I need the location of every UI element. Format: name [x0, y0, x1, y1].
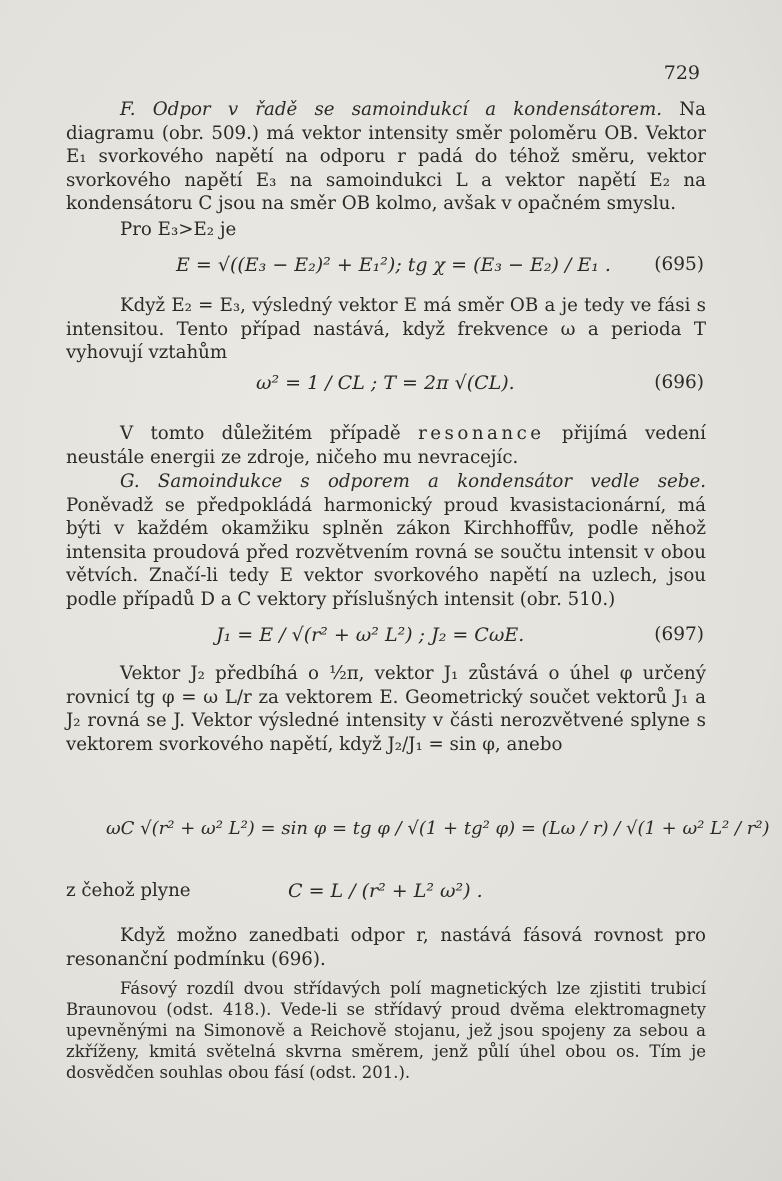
- equation-696-text: ω² = 1 / CL ; T = 2π √(CL).: [256, 372, 515, 394]
- equation-696-number: (696): [654, 372, 704, 393]
- resonance-word: resonance: [418, 423, 545, 444]
- section-g-text-1: Poněvadž se předpokládá harmonický proud kvasistacionární, má býti v každém okamžiku splněn zákon Kirchhoffův, podle něhož intensita proudová před rozvětvením rovná se součtu intensit v obou větvích. Značí-li tedy E vektor svorkového napětí na uzlech, jsou podle případů D a C vektory příslušných intensit (obr. 510.): [66, 494, 706, 610]
- page-number: 729: [663, 62, 700, 84]
- equation-sin-phi: [66, 808, 770, 852]
- equation-695-text: E = √((E₃ − E₂)² + E₁²); tg χ = (E₃ − E₂) / E₁ .: [176, 254, 611, 276]
- footnote: [66, 978, 706, 1083]
- section-f-text-2: Když E₂ = E₃, výsledný vektor E má směr OB a je tedy ve fási s intensitou. Tento případ nastává, když frekvence ω a perioda T vyhovují vztahům: [66, 295, 706, 364]
- section-g-paragraph-1: [66, 470, 706, 612]
- section-f-paragraph-3: [66, 422, 706, 469]
- section-f-paragraph-1: [66, 98, 706, 216]
- equation-c: [66, 870, 706, 914]
- equation-695: [66, 244, 706, 288]
- section-g-paragraph-3: [66, 924, 706, 971]
- section-f-text-3a: V tomto důležitém případě: [120, 423, 401, 444]
- section-f-text-1: Na diagramu (obr. 509.) má vektor intensity směr poloměru OB. Vektor E₁ svorkového napětí na odporu r padá do téhož směru, vektor svorkového napětí E₃ na samoindukci L a vektor napětí E₂ na kondensátoru C jsou na směr OB kolmo, avšak v opačném smyslu.: [66, 99, 706, 215]
- equation-697-number: (697): [654, 624, 704, 645]
- section-g-text-3: Když možno zanedbati odpor r, nastává fásová rovnost pro resonanční podmínku (696).: [66, 925, 706, 970]
- equation-696: [66, 362, 706, 406]
- section-g-heading: G. Samoindukce s odporem a kondensátor vedle sebe.: [120, 471, 706, 492]
- condition-line: [66, 218, 706, 242]
- section-g-text-2: Vektor J₂ předbíhá o ½π, vektor J₁ zůstává o úhel φ určený rovnicí tg φ = ω L/r za vektorem E. Geometrický součet vektorů J₁ a J₂ rovná se J. Vektor výsledné intensity v části nerozvětvené splyne s vektorem svorkového napětí, když J₂/J₁ = sin φ, anebo: [66, 663, 706, 755]
- from-which-text: z čehož plyne: [66, 880, 191, 901]
- section-f-paragraph-2: [66, 294, 706, 365]
- equation-c-text: C = L / (r² + L² ω²) .: [288, 880, 483, 902]
- section-f-heading: F. Odpor v řadě se samoindukcí a kondensátorem.: [120, 99, 663, 120]
- equation-697: [66, 614, 706, 658]
- condition-text: Pro E₃>E₂ je: [120, 219, 237, 240]
- equation-sin-phi-text: ωC √(r² + ω² L²) = sin φ = tg φ / √(1 + tg² φ) = (Lω / r) / √(1 + ω² L² / r²): [106, 818, 770, 839]
- equation-695-number: (695): [654, 254, 704, 275]
- footnote-text: Fásový rozdíl dvou střídavých polí magnetických lze zjistiti trubicí Braunovou (odst. 418.). Vede-li se střídavý proud dvěma elektromagnety upevněnými na Simonově a Reichově stojanu, jež jsou spojeny za sebou a zkříženy, kmitá světelná skvrna směrem, jenž půlí úhel obou os. Tím je dosvědčen souhlas obou fásí (odst. 201.).: [66, 979, 706, 1082]
- section-g-paragraph-2: [66, 662, 706, 756]
- section-f-text-3b: přijímá vedení neustále energii ze zdroje, ničeho mu nevracejíc.: [66, 423, 706, 468]
- equation-697-text: J₁ = E / √(r² + ω² L²) ; J₂ = CωE.: [216, 624, 525, 646]
